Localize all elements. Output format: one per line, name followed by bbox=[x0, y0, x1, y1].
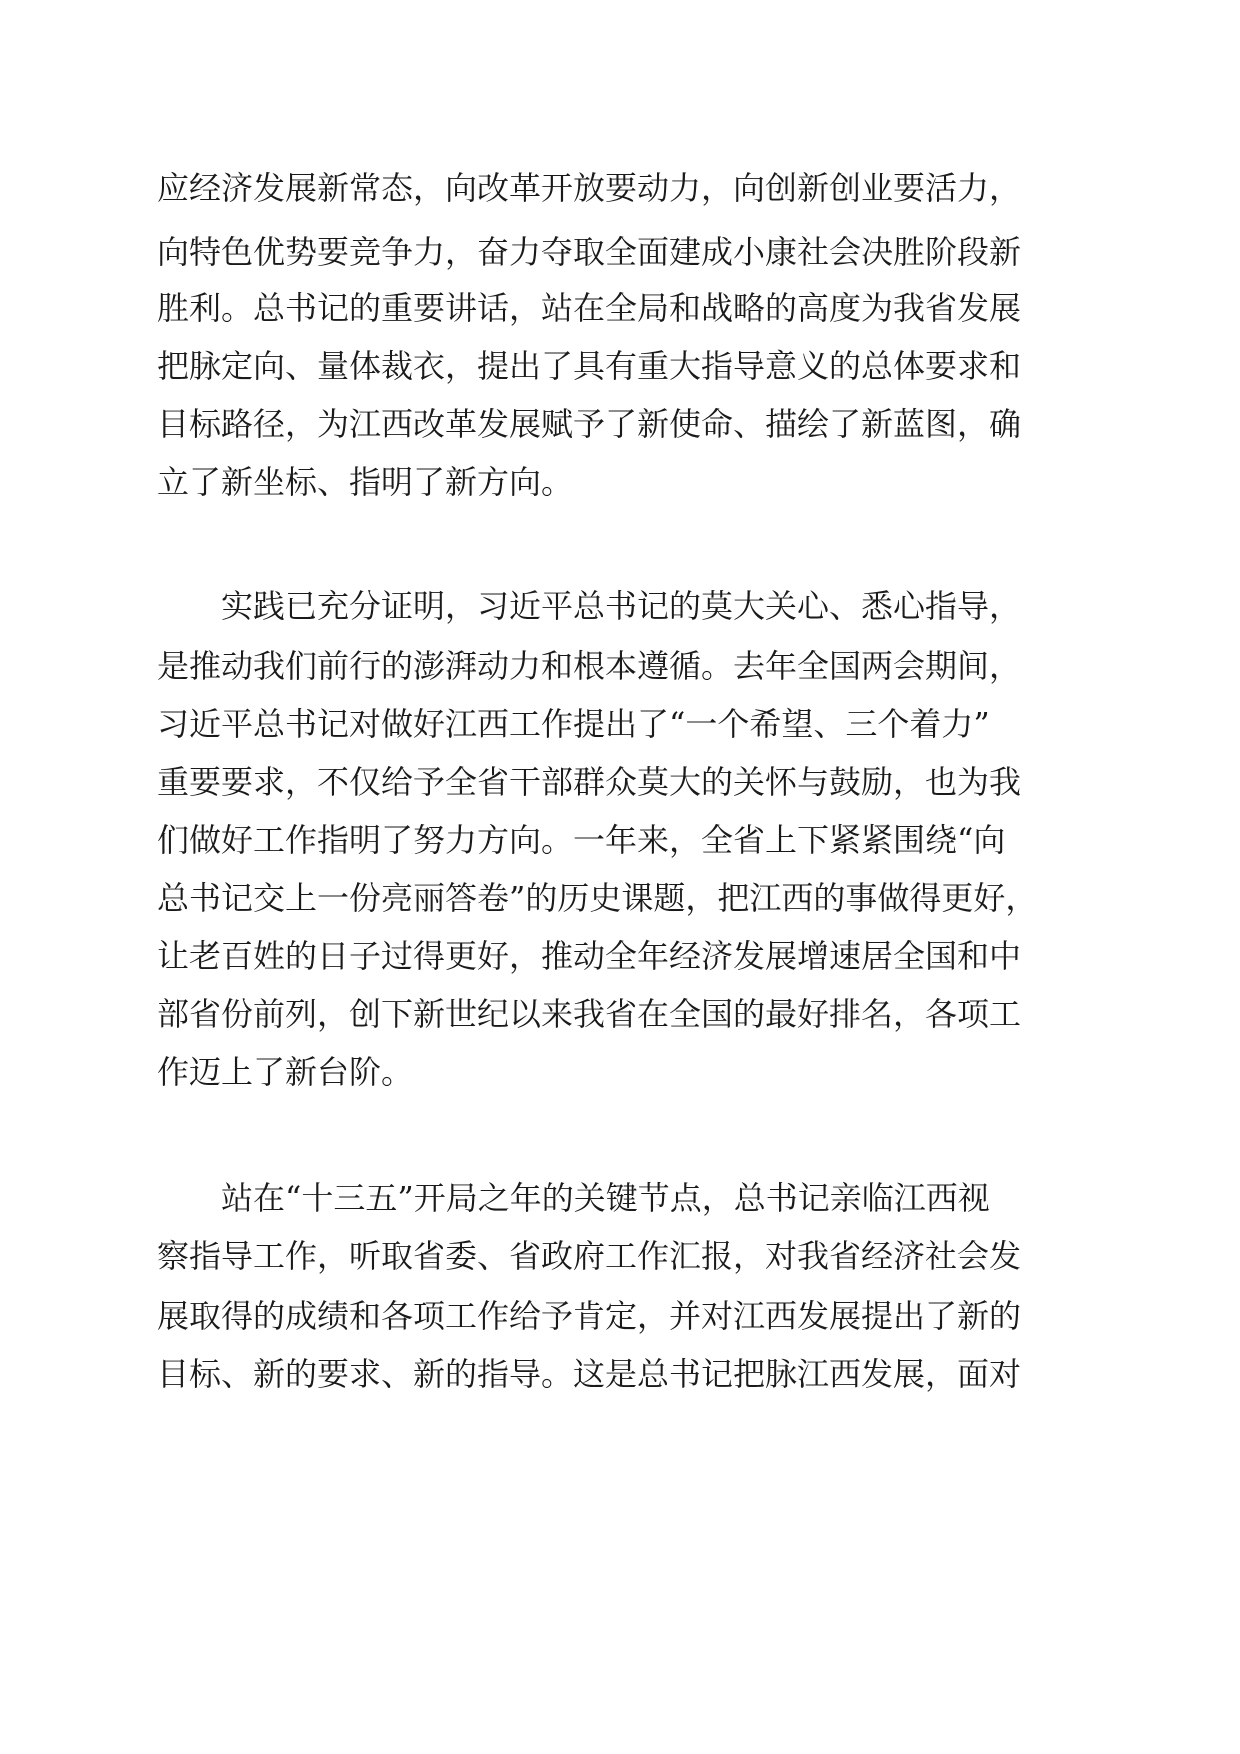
paragraph-3-line-1: 站在“十三五”开局之年的关键节点，总书记亲临江西视 bbox=[221, 1179, 990, 1217]
paragraph-2-line-6: 总书记交上一份亮丽答卷”的历史课题，把江西的事做得更好， bbox=[157, 879, 1038, 917]
paragraph-1-line-6: 立了新坐标、指明了新方向。 bbox=[157, 463, 574, 501]
paragraph-2-line-2: 是推动我们前行的澎湃动力和根本遵循。去年全国两会期间， bbox=[157, 647, 1022, 685]
paragraph-3-line-2: 察指导工作，听取省委、省政府工作汇报，对我省经济社会发 bbox=[157, 1237, 1022, 1275]
paragraph-2-line-3: 习近平总书记对做好江西工作提出了“一个希望、三个着力” bbox=[157, 705, 990, 743]
paragraph-3-line-4: 目标、新的要求、新的指导。这是总书记把脉江西发展，面对 bbox=[157, 1355, 1022, 1393]
paragraph-2-line-5: 们做好工作指明了努力方向。一年来，全省上下紧紧围绕“向 bbox=[157, 821, 1006, 859]
paragraph-1-line-3: 胜利。总书记的重要讲话，站在全局和战略的高度为我省发展 bbox=[157, 289, 1022, 327]
paragraph-3-line-3: 展取得的成绩和各项工作给予肯定，并对江西发展提出了新的 bbox=[157, 1297, 1022, 1335]
paragraph-2-line-9: 作迈上了新台阶。 bbox=[157, 1053, 414, 1091]
paragraph-2-line-1: 实践已充分证明，习近平总书记的莫大关心、悉心指导， bbox=[221, 587, 1022, 625]
paragraph-1-line-1: 应经济发展新常态，向改革开放要动力，向创新创业要活力， bbox=[157, 169, 1022, 207]
paragraph-2-line-7: 让老百姓的日子过得更好，推动全年经济发展增速居全国和中 bbox=[157, 937, 1022, 975]
paragraph-1-line-2: 向特色优势要竞争力，奋力夺取全面建成小康社会决胜阶段新 bbox=[157, 233, 1022, 271]
paragraph-1-line-5: 目标路径，为江西改革发展赋予了新使命、描绘了新蓝图，确 bbox=[157, 405, 1022, 443]
paragraph-2-line-8: 部省份前列，创下新世纪以来我省在全国的最好排名，各项工 bbox=[157, 995, 1022, 1033]
paragraph-2-line-4: 重要要求，不仅给予全省干部群众莫大的关怀与鼓励，也为我 bbox=[157, 763, 1022, 801]
paragraph-1-line-4: 把脉定向、量体裁衣，提出了具有重大指导意义的总体要求和 bbox=[157, 347, 1022, 385]
